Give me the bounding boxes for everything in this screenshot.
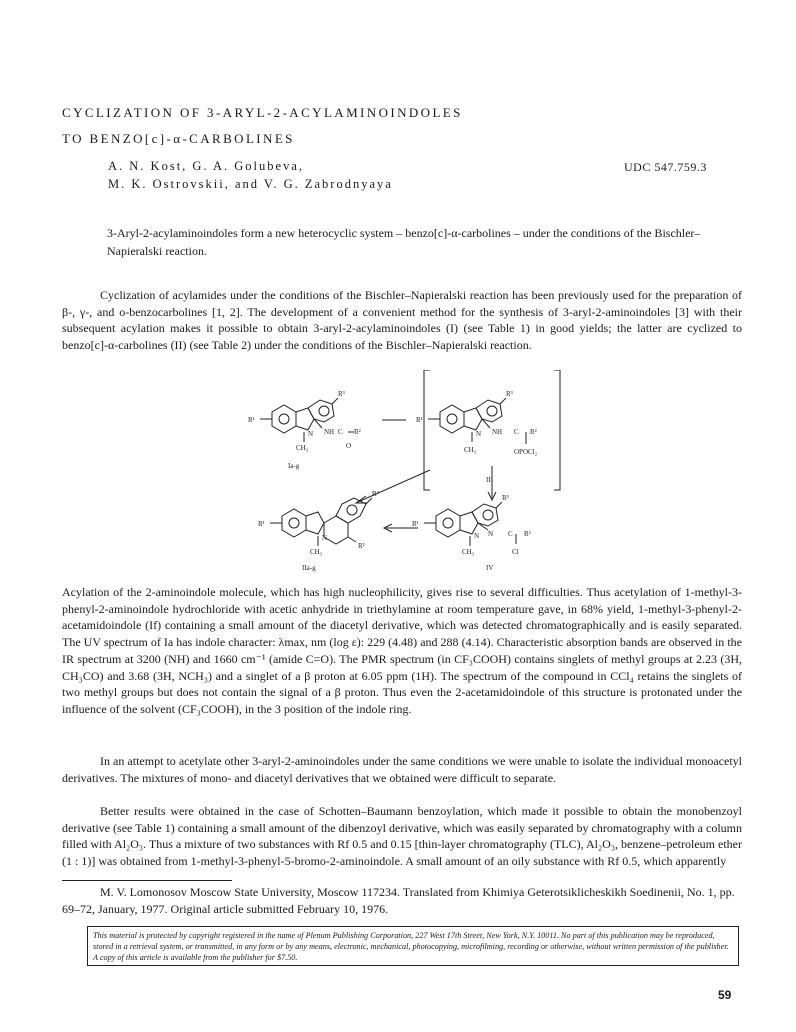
- footnote-rule: [62, 880, 232, 881]
- authors-line-2: M. K. Ostrovskii, and V. G. Zabrodnyaya: [108, 177, 393, 191]
- label-r3-iii: R³: [506, 390, 513, 398]
- authors-line-1: A. N. Kost, G. A. Golubeva,: [108, 159, 305, 173]
- label-r2-iv: R²: [524, 530, 531, 538]
- paragraph-4: Better results were obtained in the case of Schotten–Baumann benzoylation, which made it possible to obtain the monobenzoyl derivative (see Table 1) containing a small amount of the dibenzoyl derivative, which was easily separated by chromatography with a column filled with Al₂O₃. Thus a mixture of two substances with Rf 0.5 and 0.15 [thin-layer chromatography (TLC), Al₂O₃, benzene–petroleum ether (1 : 1)] was obtained from 1-methyl-3-phenyl-5-bromo-2-aminoindole. A small amount of an oily substance with Rf 0.5, which apparently: [62, 804, 742, 869]
- label-c-iv: C: [508, 530, 513, 538]
- label-r1-iii: R¹: [416, 416, 423, 424]
- arrow-diagonal: [358, 470, 430, 502]
- paragraph-1: Cyclization of acylamides under the conditions of the Bischler–Napieralski reaction has been previously used for the preparation of β-, γ-, and o-benzocarbolines [1, 2]. The development of a convenient method for the synthesis of 3-aryl-2-aminoindoles [3] with their subsequent acylation makes it possible to obtain 3-aryl-2-acylaminoindoles (I) (see Table 1) in good yields; the latter are cyclized to benzo[c]-α-carbolines (II) (see Table 2) under the conditions of the Bischler–Napieralski reaction.: [62, 288, 742, 353]
- label-ia-g: Ia-g: [288, 462, 300, 470]
- label-c-iii: C: [514, 428, 519, 436]
- page-number: 59: [718, 988, 732, 1002]
- label-ch3-i: CH₃: [296, 444, 309, 452]
- label-ch3-iv: CH₃: [462, 548, 475, 556]
- label-ch3-ii: CH₃: [310, 548, 323, 556]
- paragraph-3: In an attempt to acetylate other 3-aryl-2-aminoindoles under the same conditions we were unable to isolate the individual monoacetyl derivatives. The mixtures of mono- and diacetyl derivatives that we obtained were difficult to separate.: [62, 754, 742, 785]
- label-r1-ii: R¹: [258, 520, 265, 528]
- label-iv: IV: [486, 564, 494, 572]
- reaction-scheme: [230, 370, 570, 575]
- paragraph-2: Acylation of the 2-aminoindole molecule, which has high nucleophilicity, gives rise to several difficulties. Thus acetylation of 1-methyl-3-phenyl-2-aminoindole hydrochloride with acetic anhydride in triethylamine at room temperature gave, in 68% yield, 1-methyl-3-phenyl-2-acetamidoindole (If) containing a small amount of the diacetyl derivative, which was detected chromatographically and is easily separated. The UV spectrum of Ia has indole character: λmax, nm (log ε): 229 (4.48) and 288 (4.14). Characteristic absorption bands are observed in the IR spectrum at 3200 (NH) and 1660 cm⁻¹ (amide C=O). The PMR spectrum (in CF₃COOH) contains singlets of methyl groups at 2.23 (3H, CH₃CO) and 3.68 (3H, NCH₃) and a singlet of a β proton at 6.05 ppm (1H). The spectrum of the compound in CCl₄ retains the singlets of two methyl groups but does not contain the signal of a β proton. Thus even the 2-acetamidoindole of this structure is protonated under the influence of the solvent (CF₃COOH), in the 3 position of the indole ring.: [62, 585, 742, 716]
- label-r1-iv: R¹: [412, 520, 419, 528]
- article-title-line-1: CYCLIZATION OF 3-ARYL-2-ACYLAMINOINDOLES: [62, 105, 463, 120]
- label-r2-ii: R²: [358, 542, 365, 550]
- udc-code: UDC 547.759.3: [624, 160, 707, 174]
- label-opocl2-iii: OPOCl₂: [514, 448, 538, 456]
- footnote-affiliation: M. V. Lomonosov Moscow State University, Moscow 117234. Translated from Khimiya Geterotsiklicheskikh Soedinenii, No. 1, pp. 69–72, January, 1977. Original article submitted February 10, 1976.: [62, 885, 735, 916]
- label-r2-iii: R²: [530, 428, 537, 436]
- label-r2-i: R²: [354, 428, 361, 436]
- label-n-ii: N: [322, 534, 328, 542]
- label-n-iii: N: [476, 430, 482, 438]
- label-r3-i: R³: [338, 390, 345, 398]
- label-c-i: C: [338, 428, 343, 436]
- label-iia-g: IIa-g: [302, 564, 316, 572]
- label-nh-iii: NH: [492, 428, 503, 436]
- label-n-i: N: [308, 430, 314, 438]
- article-title-line-2: TO BENZO[c]-α-CARBOLINES: [62, 131, 295, 146]
- label-r3-iv: R³: [502, 494, 509, 502]
- abstract: 3-Aryl-2-acylaminoindoles form a new heterocyclic system – benzo[c]-α-carbolines – under the conditions of the Bischler–Napieralski reaction.: [107, 226, 701, 258]
- compound-ii-structure: [270, 498, 372, 546]
- compound-iv-structure: [424, 502, 516, 546]
- label-iii: III: [486, 476, 493, 484]
- label-n-iv: N: [474, 532, 480, 540]
- copyright-notice: This material is protected by copyright registered in the name of Plenum Publishing Corporation, 227 West 17th Street, New York, N.Y. 10011. No part of this publication may be reproduced, stored in a retrieval system, or transmitted, in any form or by any means, electronic, mechanical, photocopying, microfilming, recording or otherwise, without written permission of the publisher. A copy of this article is available from the publisher for $7.50.: [87, 926, 739, 966]
- label-o-i: O: [346, 442, 352, 450]
- label-ch3-iii: CH₃: [464, 446, 477, 454]
- label-nh-i: NH: [324, 428, 335, 436]
- label-r1-i: R¹: [248, 416, 255, 424]
- label-n-c-iv: N: [488, 530, 494, 538]
- label-cl-iv: Cl: [512, 548, 519, 556]
- label-r3-ii: R³: [372, 490, 379, 498]
